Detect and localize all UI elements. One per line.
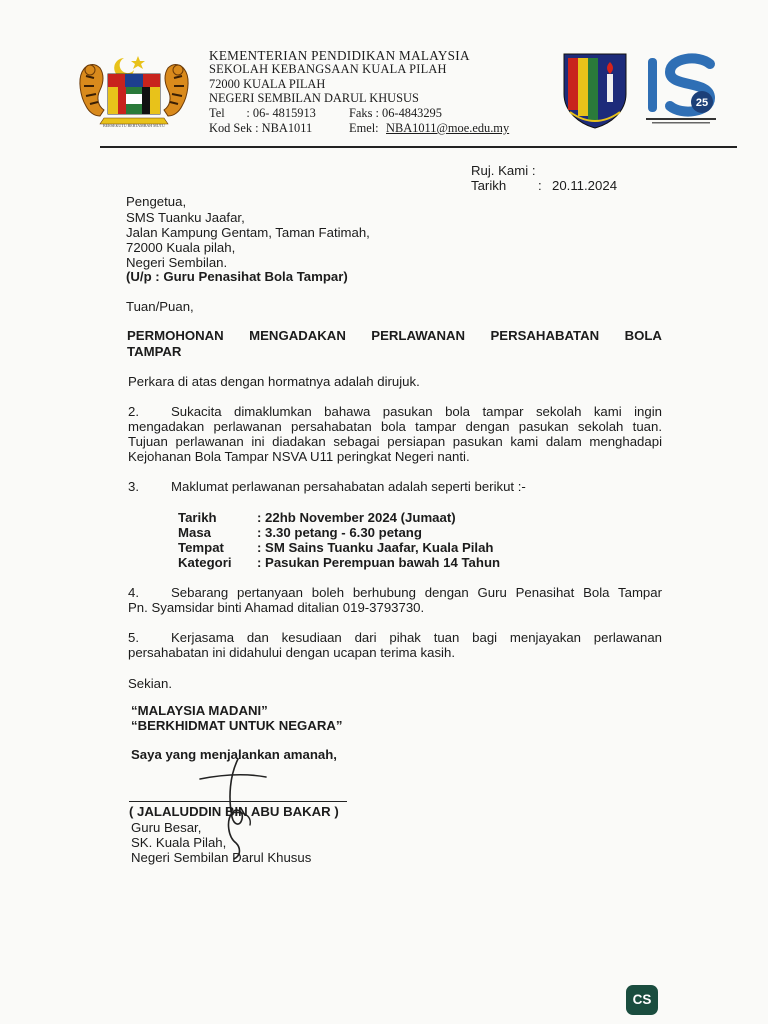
is-25-logo-icon [642,52,720,128]
amanah-line: Saya yang menjalankan amanah, [131,747,337,762]
info-label: Tarikh [178,510,217,525]
paragraph-3-number: 3. [128,479,139,494]
info-label: Tempat [178,540,224,555]
recipient-line-5: Negeri Sembilan. [126,255,228,270]
recipient-line-3: Jalan Kampung Gentam, Taman Fatimah, [126,225,370,240]
recipient-line-2: SMS Tuanku Jaafar, [126,210,245,225]
signatory-name: ( JALALUDDIN BIN ABU BAKAR ) [129,804,339,819]
motto-2: “BERKHIDMAT UNTUK NEGARA” [131,718,343,733]
emel-link[interactable]: NBA1011@moe.edu.my [386,121,510,135]
paragraph-4-line-2: Pn. Syamsidar binti Ahamad ditalian 019-3793730. [128,600,425,615]
signatory-title-1: Guru Besar, [131,820,202,835]
school-name: SEKOLAH KEBANGSAAN KUALA PILAH [209,62,447,76]
paragraph-3-line-1: Maklumat perlawanan persahabatan adalah seperti berikut :- [171,479,526,494]
paragraph-1: Perkara di atas dengan hormatnya adalah dirujuk. [128,374,420,389]
subject-word: PERMOHONAN [127,328,224,343]
date-value: 20.11.2024 [552,178,618,193]
subject-word: PERLAWANAN [371,328,466,343]
school-shield-logo-icon [560,50,630,130]
motto-1: “MALAYSIA MADANI” [131,703,268,718]
date-label: Tarikh [471,178,507,193]
signatory-title-3: Negeri Sembilan Darul Khusus [131,850,312,865]
state-line: NEGERI SEMBILAN DARUL KHUSUS [209,91,419,105]
paragraph-4-number: 4. [128,585,139,600]
kod-sek: Kod Sek : NBA1011 [209,121,313,135]
signatory-title-2: SK. Kuala Pilah, [131,835,227,850]
postcode-line: 72000 KUALA PILAH [209,77,326,91]
faks: Faks : 06-4843295 [349,106,442,120]
paragraph-5-line-2: persahabatan ini didahului dengan ucapan terima kasih. [128,645,455,660]
emel-label: Emel: [349,121,379,135]
paragraph-2-line-1: Sukacita dimaklumkan bahawa pasukan bola tampar sekolah kami ingin [171,404,662,419]
info-value: : 22hb November 2024 (Jumaat) [257,510,456,525]
subject-line-2: TAMPAR [127,344,182,359]
salutation: Tuan/Puan, [126,299,194,314]
recipient-line-1: Pengetua, [126,194,187,209]
paragraph-2-line-2: mengadakan perlawanan persahabatan bola tampar dengan pasukan sekolah tuan. [128,419,662,434]
ref-label: Ruj. Kami : [471,163,536,178]
info-label: Kategori [178,555,232,570]
paragraph-4-line-1: Sebarang pertanyaan boleh berhubung dengan Guru Penasihat Bola Tampar [171,585,662,600]
closing-sekian: Sekian. [128,676,172,691]
letterhead-divider [100,146,737,148]
subject-word: MENGADAKAN [249,328,346,343]
ministry-name: KEMENTERIAN PENDIDIKAN MALAYSIA [209,48,470,63]
subject-word: PERSAHABATAN [490,328,600,343]
subject-line-1 [127,328,662,344]
paragraph-2-number: 2. [128,404,139,419]
is-logo-text [642,52,643,53]
date-separator: : [538,178,542,193]
recipient-attention: (U/p : Guru Penasihat Bola Tampar) [126,269,348,284]
ministry-crest-icon [74,50,194,132]
svg-text:25: 25 [695,97,709,109]
info-label: Masa [178,525,211,540]
info-value: : SM Sains Tuanku Jaafar, Kuala Pilah [257,540,494,555]
paragraph-2-line-3: Tujuan perlawanan ini diadakan sebagai persiapan pasukan kami dalam menghadapi [128,434,662,449]
subject-word: BOLA [624,328,662,343]
info-value: : Pasukan Perempuan bawah 14 Tahun [257,555,501,570]
tel: Tel : 06- 4815913 [209,106,316,120]
recipient-line-4: 72000 Kuala pilah, [126,240,236,255]
info-value: : 3.30 petang - 6.30 petang [257,525,422,540]
paragraph-5-line-1: Kerjasama dan kesudiaan dari pihak tuan bagi menjayakan perlawanan [171,630,662,645]
signature-line [129,801,347,802]
camscanner-badge: CS [626,985,658,1015]
crest-caption: BERSEKUTU BERTAMBAH MUTU [103,123,165,128]
paragraph-5-number: 5. [128,630,139,645]
paragraph-2-line-4: Kejohanan Bola Tampar NSVA U11 peringkat Negeri nanti. [128,449,470,464]
